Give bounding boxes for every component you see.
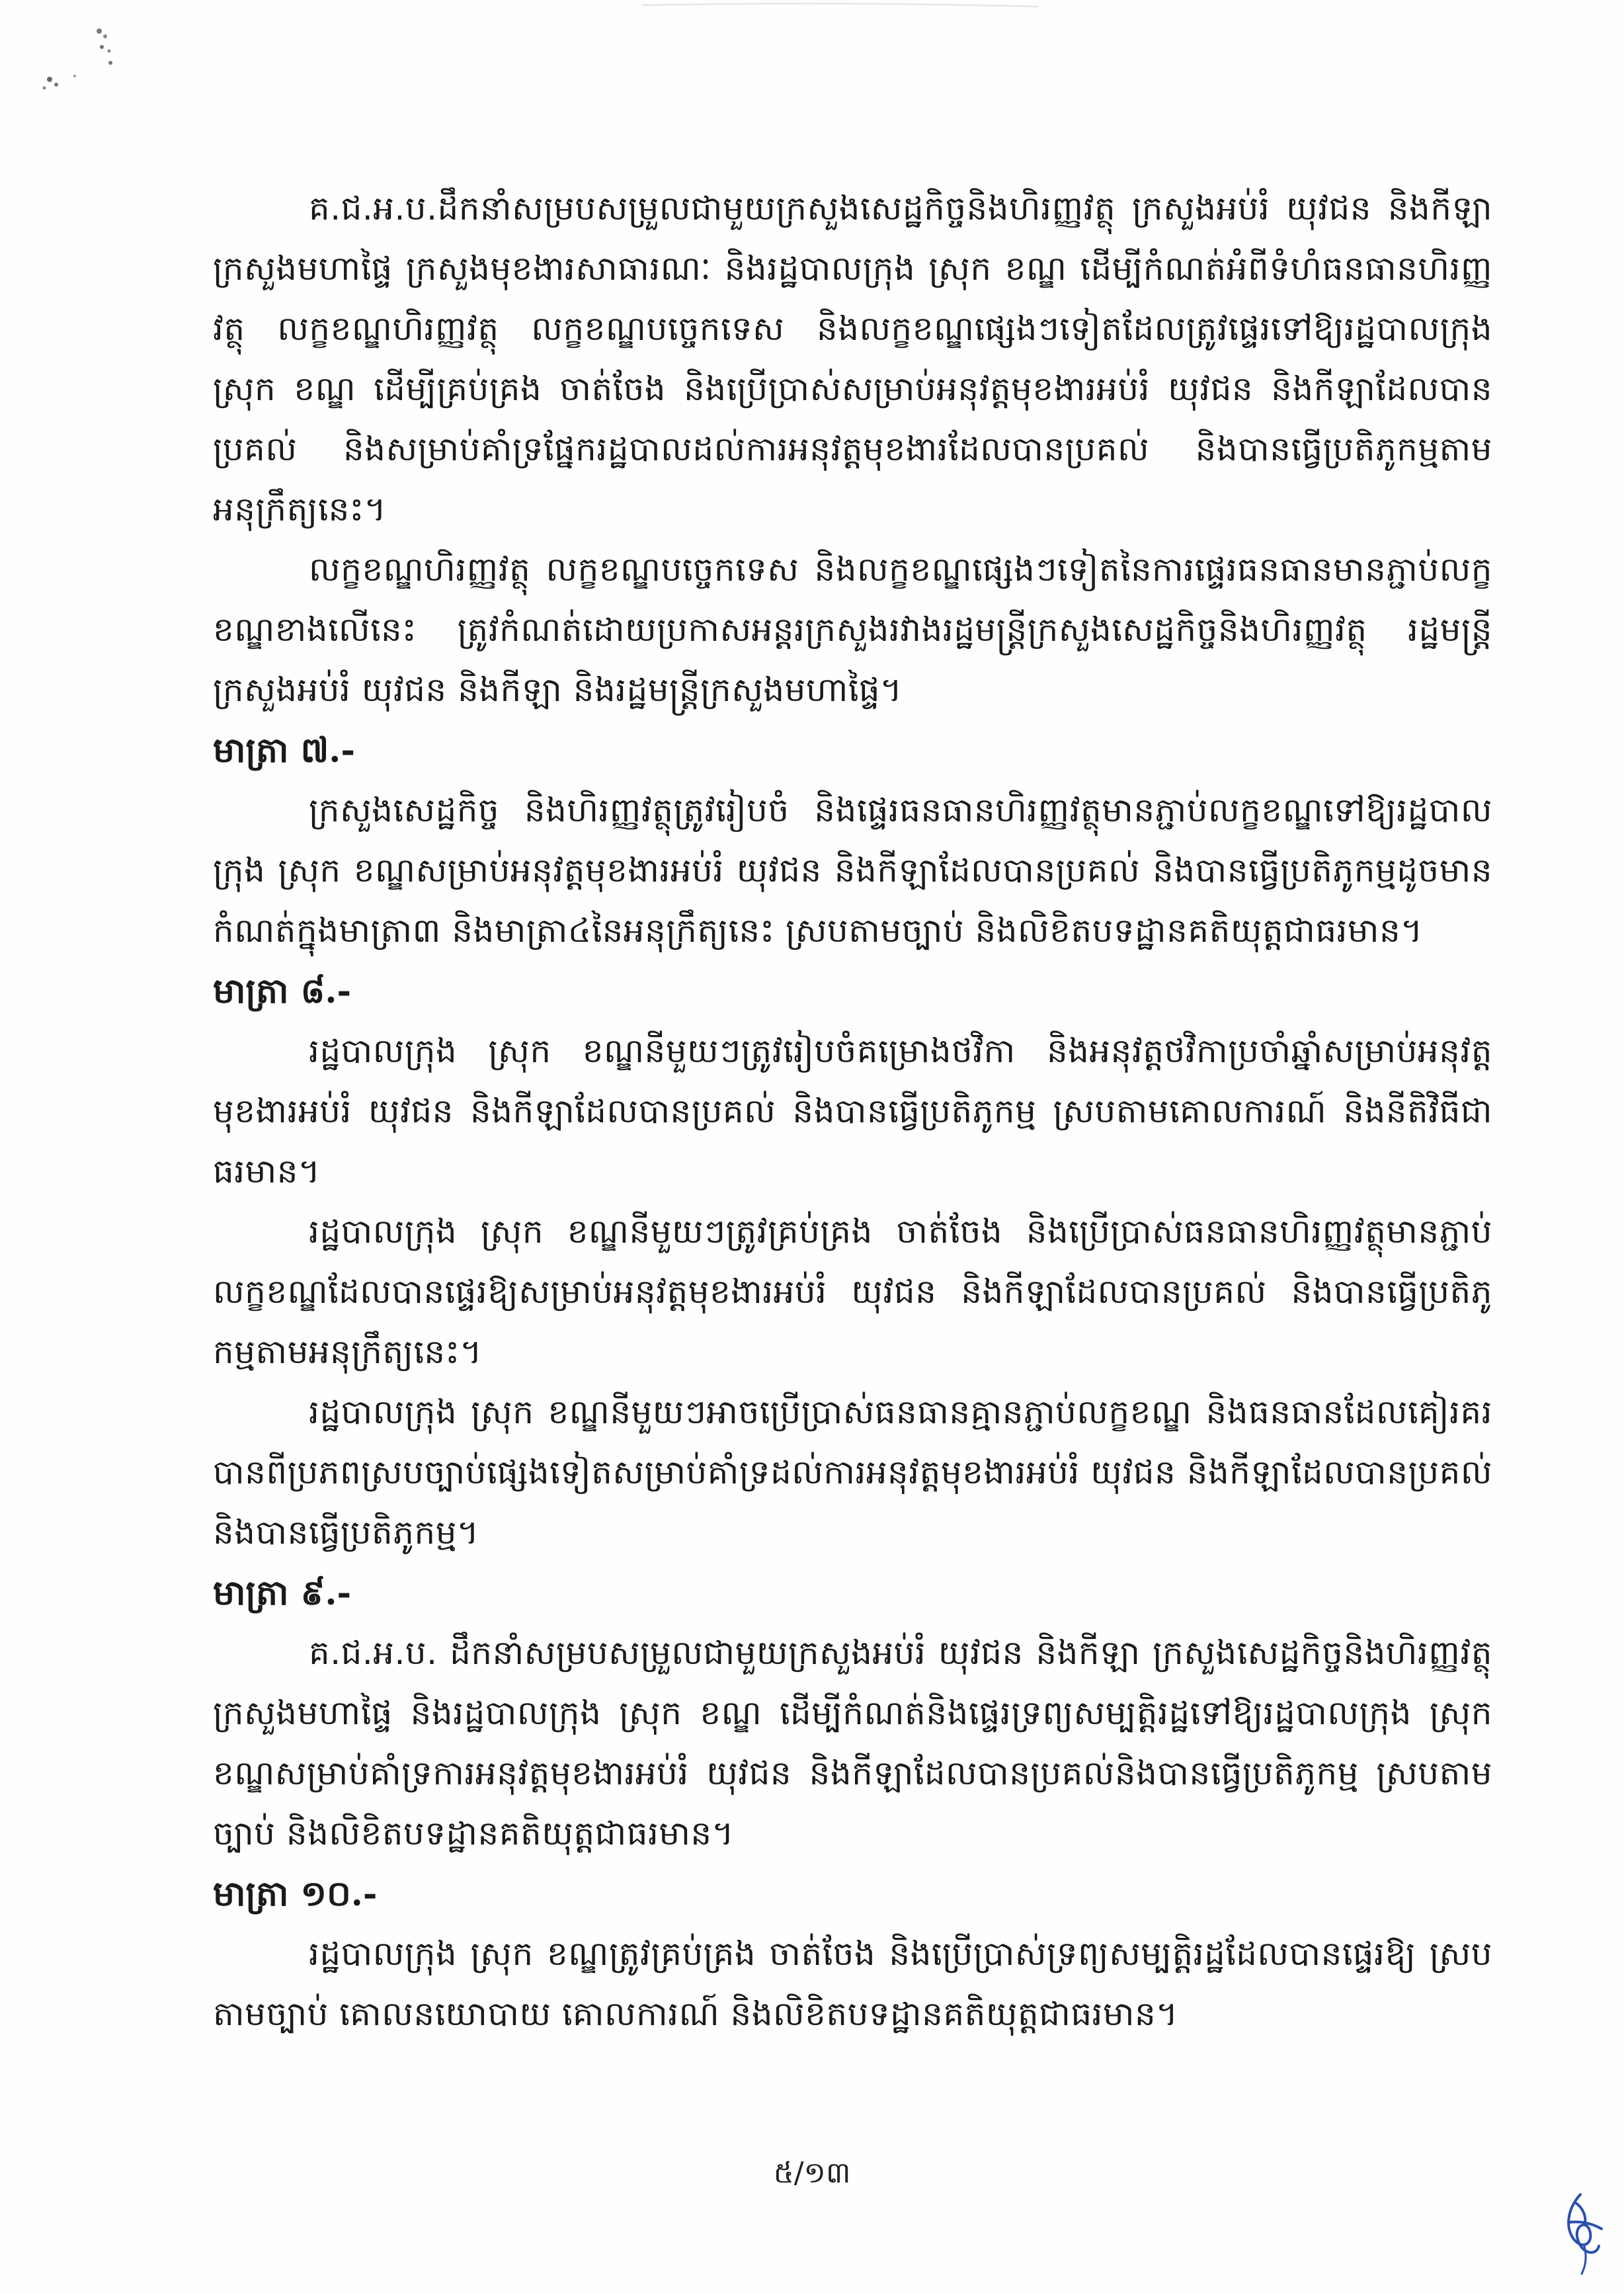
paragraph: ក្រសួងសេដ្ឋកិច្ច និងហិរញ្ញវត្ថុត្រូវរៀបចំ និងផ្ទេរធនធានហិរញ្ញវត្ថុមានភ្ជាប់លក្ខខណ្ឌទៅឱ្យរដ្ឋបាលក្រុង ស្រុក ខណ្ឌសម្រាប់អនុវត្តមុខងារអប់រំ យុវជន និងកីឡាដែលបានប្រគល់ និងបានធ្វើប្រតិភូកម្មដូចមានកំណត់ក្នុងមាត្រា៣ និងមាត្រា៤នៃអនុក្រឹត្យនេះ ស្របតាមច្បាប់ និងលិខិតបទដ្ឋានគតិយុត្តជាធរមាន។ (213, 791, 1492, 950)
article-heading: មាត្រា ៨.- (213, 971, 352, 1011)
article-heading: មាត្រា ១០.- (213, 1874, 378, 1914)
paragraph: លក្ខខណ្ឌហិរញ្ញវត្ថុ លក្ខខណ្ឌបច្ចេកទេស និងលក្ខខណ្ឌផ្សេងៗទៀតនៃការផ្ទេរធនធានមានភ្ជាប់លក្ខខណ្ឌខាងលើនេះ ត្រូវកំណត់ដោយប្រកាសអន្តរក្រសួងរវាងរដ្ឋមន្ត្រីក្រសួងសេដ្ឋកិច្ចនិងហិរញ្ញវត្ថុ រដ្ឋមន្ត្រីក្រសួងអប់រំ យុវជន និងកីឡា និងរដ្ឋមន្ត្រីក្រសួងមហាផ្ទៃ។ (213, 550, 1492, 709)
scan-artifact-top (635, 0, 1045, 19)
initials-signature (1555, 2183, 1608, 2282)
paragraph: គ.ជ.អ.ប. ដឹកនាំសម្របសម្រួលជាមួយក្រសួងអប់រំ យុវជន និងកីឡា ក្រសួងសេដ្ឋកិច្ចនិងហិរញ្ញវត្ថុ ក្រសួងមហាផ្ទៃ និងរដ្ឋបាលក្រុង ស្រុក ខណ្ឌ ដើម្បីកំណត់និងផ្ទេរទ្រព្យសម្បត្តិរដ្ឋទៅឱ្យរដ្ឋបាលក្រុង ស្រុក ខណ្ឌសម្រាប់គាំទ្រការអនុវត្តមុខងារអប់រំ យុវជន និងកីឡាដែលបានប្រគល់និងបានធ្វើប្រតិភូកម្ម ស្របតាមច្បាប់ និងលិខិតបទដ្ឋានគតិយុត្តជាធរមាន។ (213, 1634, 1492, 1853)
article-heading: មាត្រា ៧.- (213, 730, 355, 771)
paragraph: រដ្ឋបាលក្រុង ស្រុក ខណ្ឌនីមួយៗត្រូវគ្រប់គ្រង ចាត់ចែង និងប្រើប្រាស់ធនធានហិរញ្ញវត្ថុមានភ្ជាប់លក្ខខណ្ឌដែលបានផ្ទេរឱ្យសម្រាប់អនុវត្តមុខងារអប់រំ យុវជន និងកីឡាដែលបានប្រគល់ និងបានធ្វើប្រតិភូកម្មតាមអនុក្រឹត្យនេះ។ (213, 1212, 1492, 1371)
document-body (213, 179, 1492, 2044)
article-heading: មាត្រា ៩.- (213, 1573, 352, 1613)
scan-specks (36, 17, 122, 96)
paragraph: រដ្ឋបាលក្រុង ស្រុក ខណ្ឌនីមួយៗត្រូវរៀបចំគម្រោងថវិកា និងអនុវត្តថវិកាប្រចាំឆ្នាំសម្រាប់អនុវត្តមុខងារអប់រំ យុវជន និងកីឡាដែលបានប្រគល់ និងបានធ្វើប្រតិភូកម្ម ស្របតាមគោលការណ៍ និងនីតិវិធីជាធរមាន។ (213, 1032, 1492, 1190)
paragraph: រដ្ឋបាលក្រុង ស្រុក ខណ្ឌនីមួយៗអាចប្រើប្រាស់ធនធានគ្មានភ្ជាប់លក្ខខណ្ឌ និងធនធានដែលគៀរគរបានពីប្រភពស្របច្បាប់ផ្សេងទៀតសម្រាប់គាំទ្រដល់ការអនុវត្តមុខងារអប់រំ យុវជន និងកីឡាដែលបានប្រគល់ និងបានធ្វើប្រតិភូកម្ម។ (213, 1393, 1492, 1552)
paragraph: រដ្ឋបាលក្រុង ស្រុក ខណ្ឌត្រូវគ្រប់គ្រង ចាត់ចែង និងប្រើប្រាស់ទ្រព្យសម្បត្តិរដ្ឋដែលបានផ្ទេរឱ្យ ស្របតាមច្បាប់ គោលនយោបាយ គោលការណ៍ និងលិខិតបទដ្ឋានគតិយុត្តជាធរមាន។ (213, 1935, 1492, 2033)
paragraph: គ.ជ.អ.ប.ដឹកនាំសម្របសម្រួលជាមួយក្រសួងសេដ្ឋកិច្ចនិងហិរញ្ញវត្ថុ ក្រសួងអប់រំ យុវជន និងកីឡា ក្រសួងមហាផ្ទៃ ក្រសួងមុខងារសាធារណៈ និងរដ្ឋបាលក្រុង ស្រុក ខណ្ឌ ដើម្បីកំណត់អំពីទំហំធនធានហិរញ្ញវត្ថុ លក្ខខណ្ឌហិរញ្ញវត្ថុ លក្ខខណ្ឌបច្ចេកទេស និងលក្ខខណ្ឌផ្សេងៗទៀតដែលត្រូវផ្ទេរទៅឱ្យរដ្ឋបាលក្រុង ស្រុក ខណ្ឌ ដើម្បីគ្រប់គ្រង ចាត់ចែង និងប្រើប្រាស់សម្រាប់អនុវត្តមុខងារអប់រំ យុវជន និងកីឡាដែលបានប្រគល់ និងសម្រាប់គាំទ្រផ្នែករដ្ឋបាលដល់ការអនុវត្តមុខងារដែលបានប្រគល់ និងបានធ្វើប្រតិភូកម្មតាមអនុក្រឹត្យនេះ។ (213, 189, 1492, 528)
page-number: ៥/១៣ (773, 2156, 851, 2190)
